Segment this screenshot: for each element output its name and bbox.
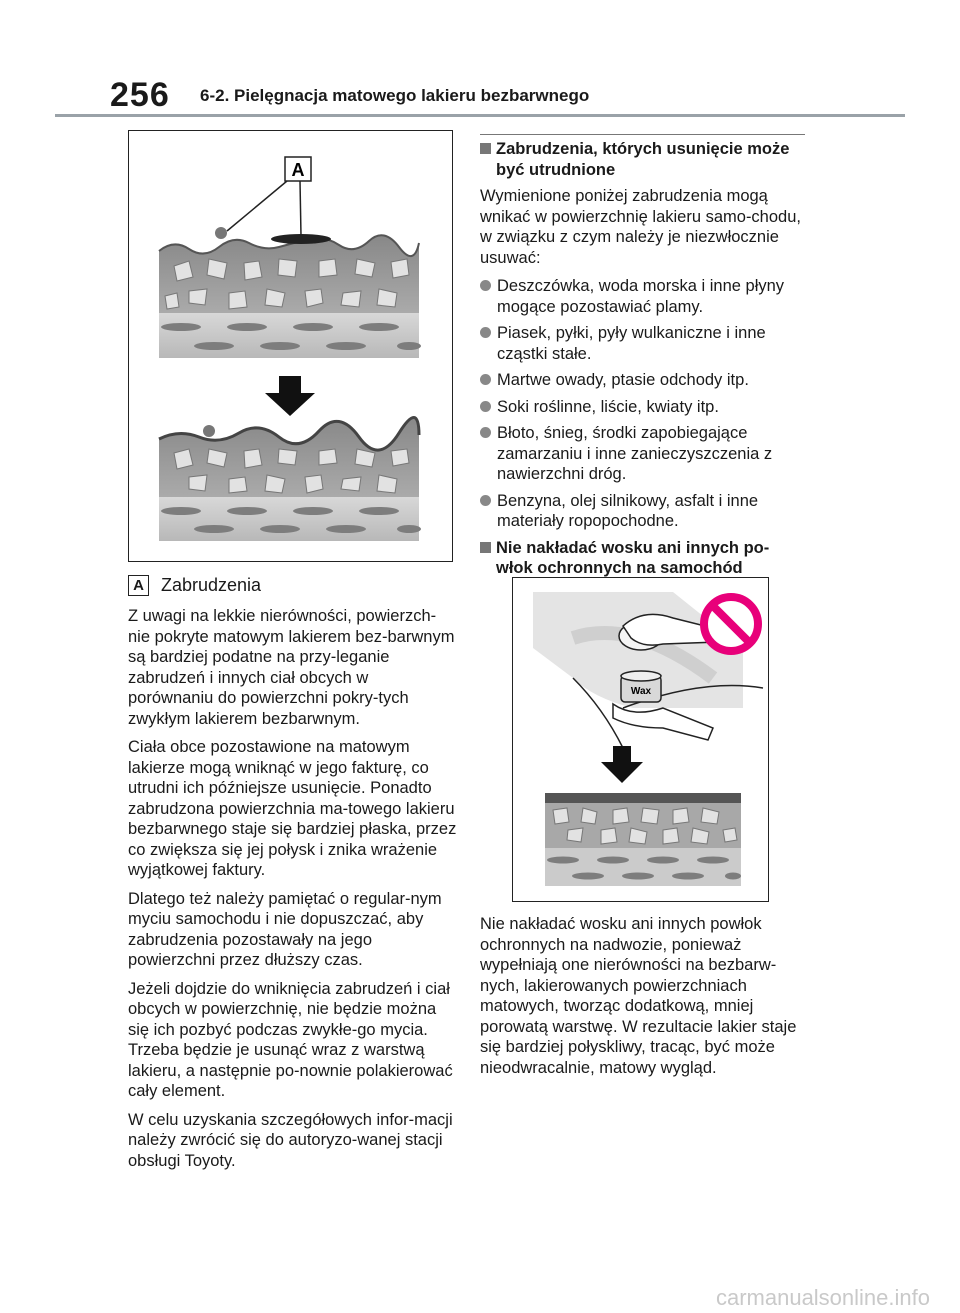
paragraph: Ciała obce pozostawione na matowym lakierze mogą wniknąć w jego fakturę, co utrudni ich późniejsze usunięcie. Ponadto zabrudzona powierzchnia ma-towego lakieru bezbarwnego staje się bardziej płaska, przez co zwiększa się jej połysk i znika wrażenie wyjątkowej faktury. xyxy=(128,738,457,879)
right-column xyxy=(480,134,805,585)
dirt-diagram xyxy=(129,131,451,560)
paragraph: W celu uzyskania szczegółowych infor-macji należy zwrócić się do autoryzo-wanej stacji obsługi Toyoty. xyxy=(128,1110,453,1170)
list-item: Deszczówka, woda morska i inne płyny mogące pozostawiać plamy. xyxy=(480,276,805,317)
subheading-no-wax: Nie nakładać wosku ani innych po-włok ochronnych na samochód xyxy=(480,538,805,579)
square-bullet-icon xyxy=(480,143,491,154)
left-column xyxy=(128,606,458,1179)
section-title: 6-2. Pielęgnacja matowego lakieru bezbarwnego xyxy=(200,86,590,105)
prohibited-icon xyxy=(704,597,758,651)
panel-before xyxy=(159,227,421,358)
paragraph: Nie nakładać wosku ani innych powłok ochronnych na nadwozie, ponieważ wypełniają one nierówności na bezbarw-nych, lakierowanych powierzchniach matowych, tworząc dodatkową, mniej porowatą warstwę. W rezultacie lakier staje się bardziej połyskliwy, tracąc, być może nieodwracalnie, matowy wygląd. xyxy=(480,915,797,1077)
bullet-dot-icon xyxy=(480,427,491,438)
paragraph: Jeżeli dojdzie do wniknięcia zabrudzeń i ciał obcych w powierzchnię, nie będzie można się ich pozbyć podczas zwykłe-go mycia. Trzeba będzie je usunąć wraz z warstwą lakieru, a następnie po-nownie polakierować cały element. xyxy=(128,979,453,1100)
figure-legend xyxy=(128,575,261,596)
page-header xyxy=(110,76,850,116)
no-wax-diagram xyxy=(513,578,767,900)
down-arrow-icon xyxy=(265,376,315,416)
callout-label: A xyxy=(291,160,305,180)
no-wax-explanation xyxy=(480,914,805,1078)
list-item: Soki roślinne, liście, kwiaty itp. xyxy=(480,397,805,418)
watermark: carmanualsonline.info xyxy=(715,1285,930,1310)
bullet-dot-icon xyxy=(480,495,491,506)
figure-no-wax-illustration xyxy=(512,577,769,902)
intro-paragraph: Wymienione poniżej zabrudzenia mogą wnikać w powierzchnię lakieru samo-chodu, w związku z czym należy je niezwłocznie usuwać: xyxy=(480,187,801,267)
list-item: Martwe owady, ptasie odchody itp. xyxy=(480,370,805,391)
list-item: Benzyna, olej silnikowy, asfalt i inne materiały ropopochodne. xyxy=(480,491,805,532)
paragraph: Z uwagi na lekkie nierówności, powierzch-nie pokryte matowym lakierem bez-barwnym są bardziej podatne na przy-leganie zabrudzeń i innych ciał obcych w porównaniu do powierzchni pokry-tych zwykłym lakierem bezbarwnym. xyxy=(128,607,455,728)
figure-dirt-illustration xyxy=(128,130,453,562)
paragraph: Dlatego też należy pamiętać o regular-nym myciu samochodu i nie dopuszczać, aby zabrudzenia pozostawały na jego powierzchni przez dłuższy czas. xyxy=(128,889,442,969)
square-bullet-icon xyxy=(480,542,491,553)
wax-label: Wax xyxy=(630,686,652,697)
legend-text: Zabrudzenia xyxy=(161,575,262,595)
page-number: 256 xyxy=(110,76,170,114)
bullet-dot-icon xyxy=(480,374,491,385)
bullet-dot-icon xyxy=(480,401,491,412)
legend-letter: A xyxy=(128,575,149,596)
subheading-rule xyxy=(480,134,805,135)
panel-waxed xyxy=(545,793,741,886)
bullet-dot-icon xyxy=(480,327,491,338)
bullet-dot-icon xyxy=(480,280,491,291)
down-arrow-icon xyxy=(601,746,643,783)
list-item: Błoto, śnieg, środki zapobiegające zamarzaniu i inne zanieczyszczenia z nawierzchni dróg. xyxy=(480,423,805,485)
panel-after xyxy=(159,417,421,541)
list-item: Piasek, pyłki, pyły wulkaniczne i inne cząstki stałe. xyxy=(480,323,805,364)
subheading-difficult-dirt: Zabrudzenia, których usunięcie może być utrudnione xyxy=(480,139,805,180)
header-rule xyxy=(55,114,905,117)
